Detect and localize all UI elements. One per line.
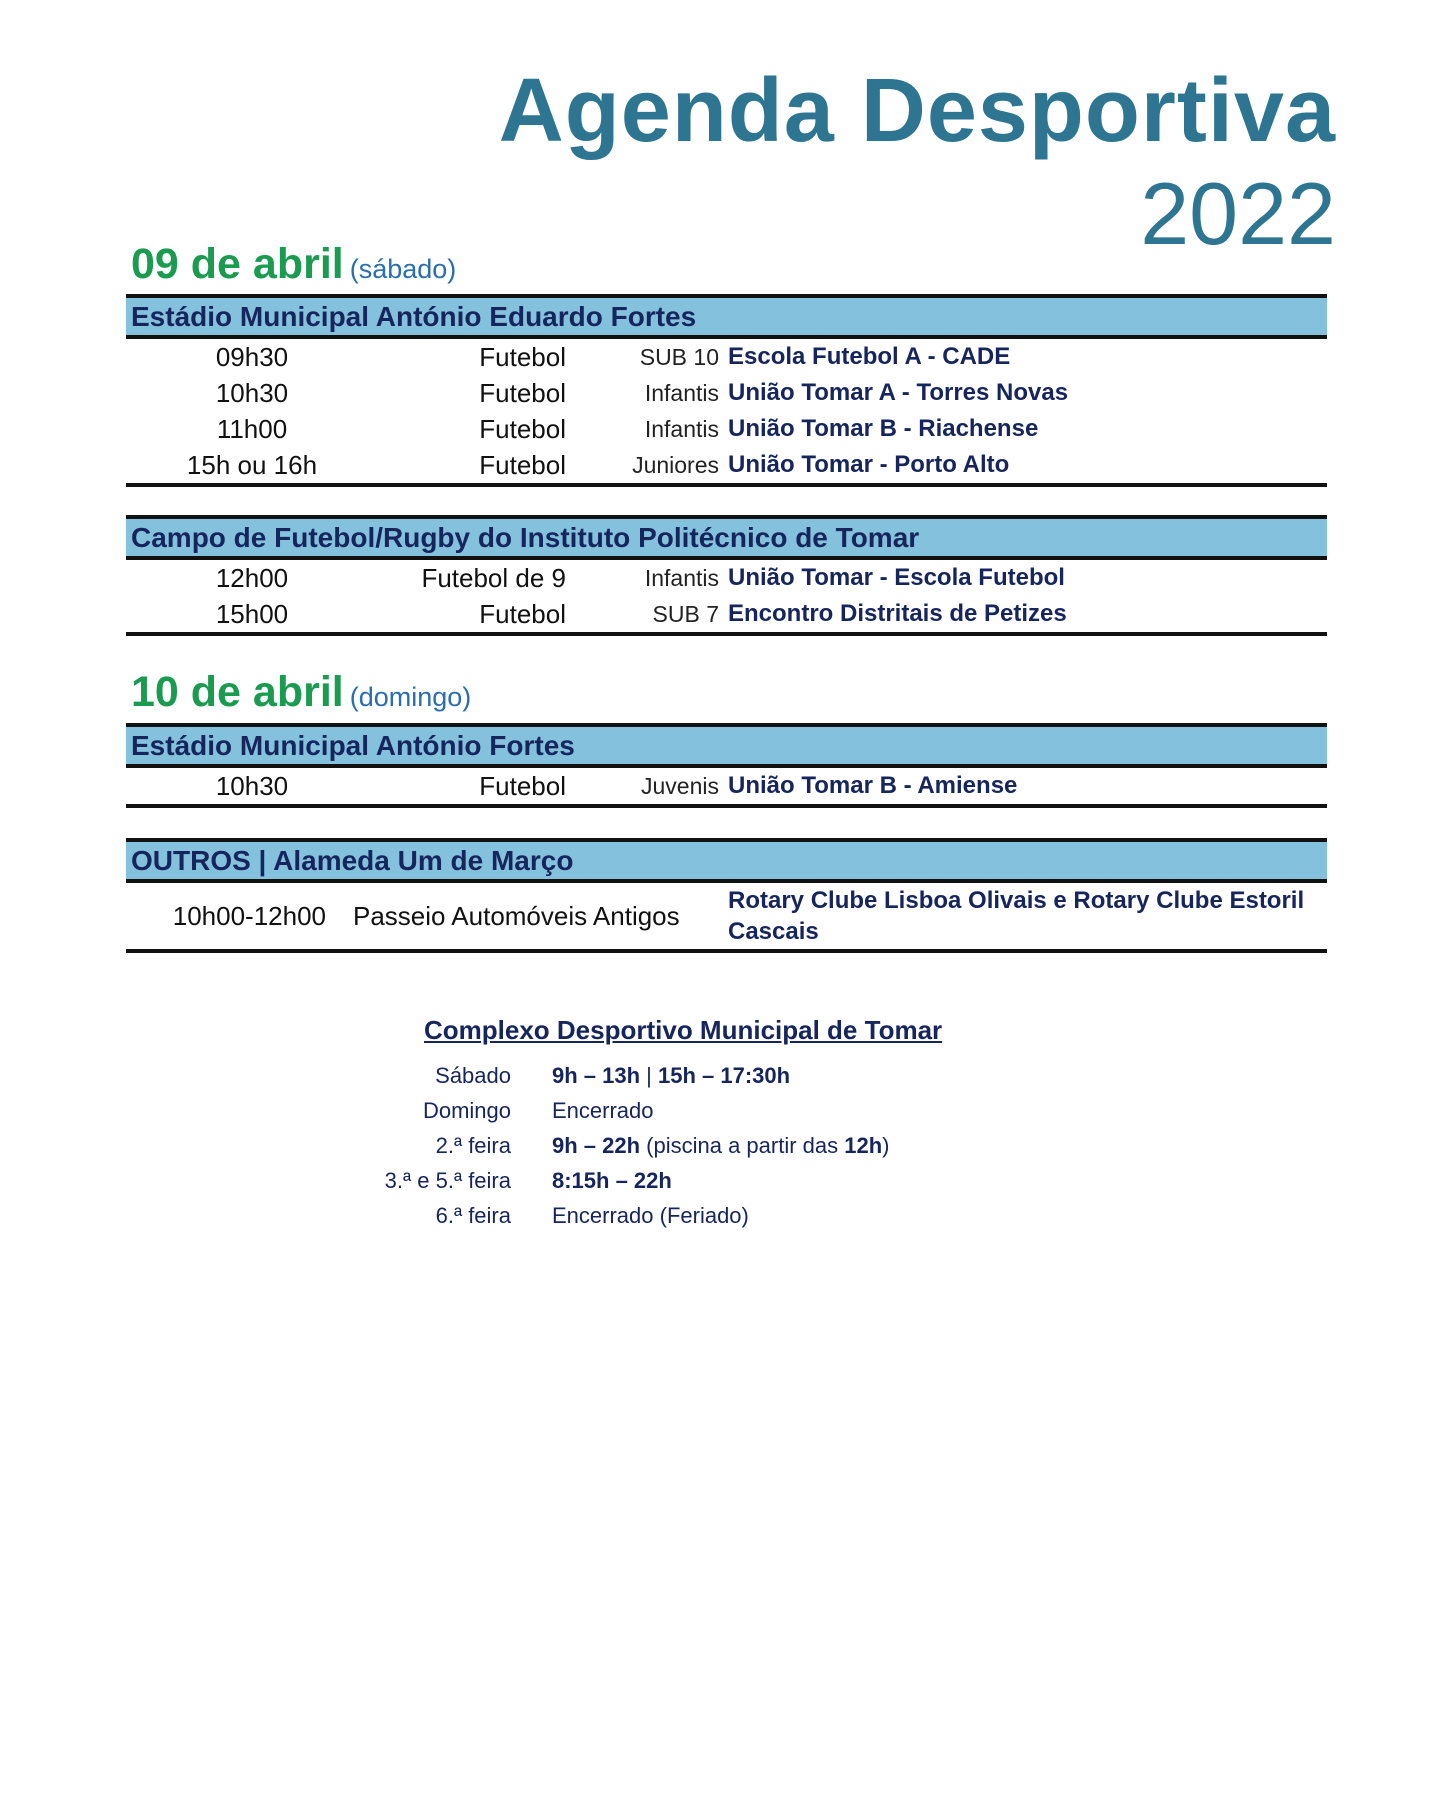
day-date: 09 de abril: [131, 240, 344, 288]
venue-name: Campo de Futebol/Rugby do Instituto Politécnico de Tomar: [126, 515, 1327, 560]
event-category: SUB 7: [652, 601, 719, 627]
event-time: 10h00-12h00: [172, 901, 326, 931]
complex-title: Complexo Desportivo Municipal de Tomar: [424, 1015, 943, 1045]
venue-block: [126, 838, 1327, 953]
hours-day: 3.ª e 5.ª feira: [384, 1168, 511, 1193]
venue-name: Estádio Municipal António Eduardo Fortes: [126, 294, 1327, 339]
event-sport: Futebol: [479, 450, 566, 480]
hours-list: [0, 1063, 1448, 1238]
day-date: 10 de abril: [131, 668, 344, 716]
event-list: [126, 560, 1327, 636]
event-time: 15h00: [215, 599, 289, 629]
hours-time: 9h – 13h | 15h – 17:30h: [552, 1063, 791, 1088]
event-category: Infantis: [644, 380, 719, 406]
event-sport: Futebol: [479, 599, 566, 629]
event-time: 10h30: [215, 378, 289, 408]
venue-name: Estádio Municipal António Fortes: [126, 723, 1327, 768]
page-title: Agenda Desportiva: [498, 61, 1336, 161]
event-row: [126, 375, 1327, 411]
event-row: [126, 883, 1327, 949]
event-sport: Passeio Automóveis Antigos: [353, 901, 680, 931]
event-match: União Tomar B - Riachense: [728, 415, 1039, 442]
event-match: Escola Futebol A - CADE: [728, 343, 1011, 370]
event-match: União Tomar A - Torres Novas: [728, 379, 1069, 406]
hours-time: Encerrado: [552, 1098, 654, 1123]
page-year: 2022: [1140, 164, 1336, 263]
day-weekday: (sábado): [349, 254, 457, 284]
hours-day: Domingo: [422, 1098, 511, 1123]
event-time: 12h00: [215, 563, 289, 593]
event-category: Juniores: [632, 452, 719, 478]
event-category: Infantis: [644, 565, 719, 591]
event-match: União Tomar - Escola Futebol: [728, 564, 1065, 591]
hours-day: 6.ª feira: [435, 1203, 511, 1228]
event-time: 09h30: [215, 342, 289, 372]
event-match: Rotary Clube Lisboa Olivais e Rotary Clube Estoril Cascais: [728, 887, 1305, 945]
hours-time: Encerrado (Feriado): [552, 1203, 749, 1228]
hours-day: 2.ª feira: [435, 1133, 511, 1158]
event-row: [126, 768, 1327, 804]
event-list: [126, 883, 1327, 953]
event-time: 15h ou 16h: [186, 450, 318, 480]
event-row: [126, 339, 1327, 375]
venue-block: [126, 515, 1327, 636]
event-time: 10h30: [215, 771, 289, 801]
event-row: [126, 560, 1327, 596]
hours-row: [0, 1098, 1448, 1133]
venue-block: [126, 294, 1327, 487]
event-match: União Tomar B - Amiense: [728, 772, 1018, 799]
hours-row: [0, 1168, 1448, 1203]
event-category: Infantis: [644, 416, 719, 442]
event-sport: Futebol: [479, 414, 566, 444]
event-row: [126, 596, 1327, 632]
event-row: [126, 411, 1327, 447]
hours-row: [0, 1133, 1448, 1168]
hours-time: 8:15h – 22h: [552, 1168, 672, 1193]
venue-name: OUTROS | Alameda Um de Março: [126, 838, 1327, 883]
event-category: Juvenis: [641, 773, 719, 799]
day-heading: [131, 668, 471, 717]
hours-row: [0, 1063, 1448, 1098]
event-list: [126, 768, 1327, 808]
event-row: [126, 447, 1327, 483]
event-time: 11h00: [216, 414, 288, 444]
event-sport: Futebol: [479, 771, 566, 801]
event-match: Encontro Distritais de Petizes: [728, 600, 1067, 627]
event-list: [126, 339, 1327, 487]
hours-day: Sábado: [435, 1063, 511, 1088]
event-category: SUB 10: [639, 344, 719, 370]
day-heading: [131, 240, 456, 289]
event-sport: Futebol: [479, 342, 566, 372]
event-match: União Tomar - Porto Alto: [728, 451, 1010, 478]
hours-row: [0, 1203, 1448, 1238]
venue-block: [126, 723, 1327, 808]
event-sport: Futebol: [479, 378, 566, 408]
day-weekday: (domingo): [349, 682, 472, 712]
event-sport: Futebol de 9: [421, 563, 566, 593]
hours-time: 9h – 22h (piscina a partir das 12h): [552, 1133, 890, 1158]
